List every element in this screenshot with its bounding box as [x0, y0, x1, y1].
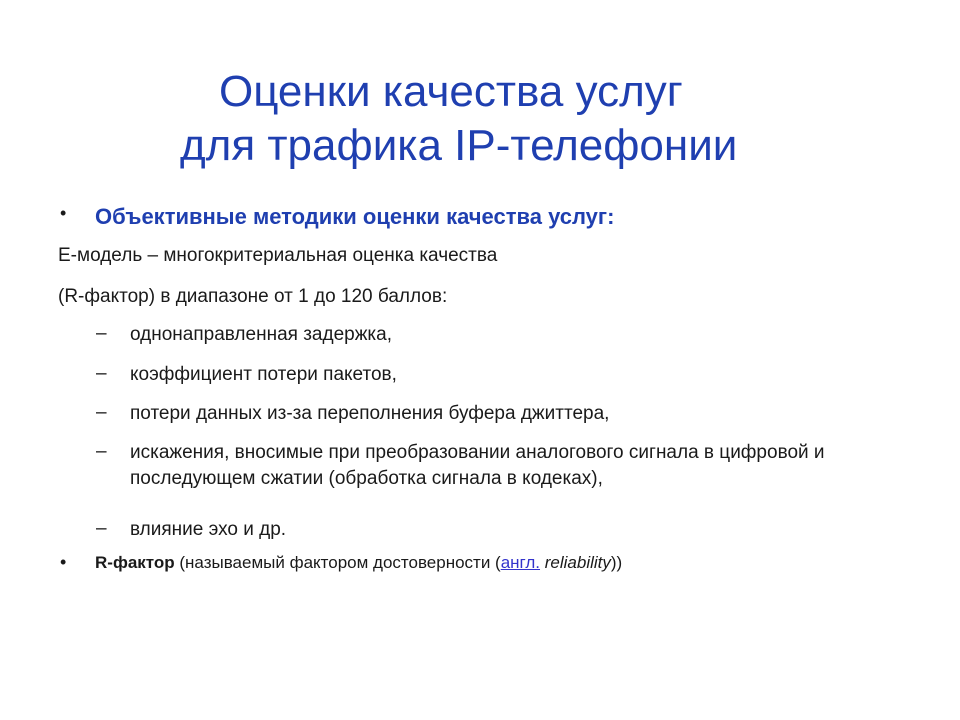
body-line-2: (R-фактор) в диапазоне от 1 до 120 баллов: — [58, 286, 448, 307]
list-item: потери данных из-за переполнения буфера джиттера, — [130, 403, 610, 424]
reliability-term: reliability — [544, 553, 611, 572]
slide-title-line-2: для трафика IP-телефонии — [180, 121, 738, 170]
slide-title-line-1: Оценки качества услуг — [219, 67, 683, 116]
lang-link[interactable]: англ. — [500, 553, 541, 572]
dash-icon: – — [96, 402, 107, 423]
section-heading: Объективные методики оценки качества услуг: — [95, 204, 615, 229]
dash-icon: – — [96, 363, 107, 384]
r-factor-line — [95, 553, 622, 573]
dash-icon: – — [96, 441, 107, 462]
r-factor-text: (называемый фактором достоверности ( — [174, 553, 501, 572]
bullet-dot-icon: • — [60, 552, 67, 572]
r-factor-closing: )) — [610, 553, 623, 572]
bullet-dot-icon: • — [60, 203, 67, 223]
list-item: коэффициент потери пакетов, — [130, 364, 397, 385]
dash-icon: – — [96, 518, 107, 539]
list-item: однонаправленная задержка, — [130, 324, 392, 345]
r-factor-term: R-фактор — [95, 553, 175, 572]
dash-icon: – — [96, 323, 107, 344]
body-line-1: Е-модель – многокритериальная оценка качества — [58, 245, 498, 266]
list-item: влияние эхо и др. — [130, 519, 287, 540]
list-item: искажения, вносимые при преобразовании аналогового сигнала в цифровой и последующем сжатии (обработка сигнала в кодеках), — [130, 442, 825, 489]
